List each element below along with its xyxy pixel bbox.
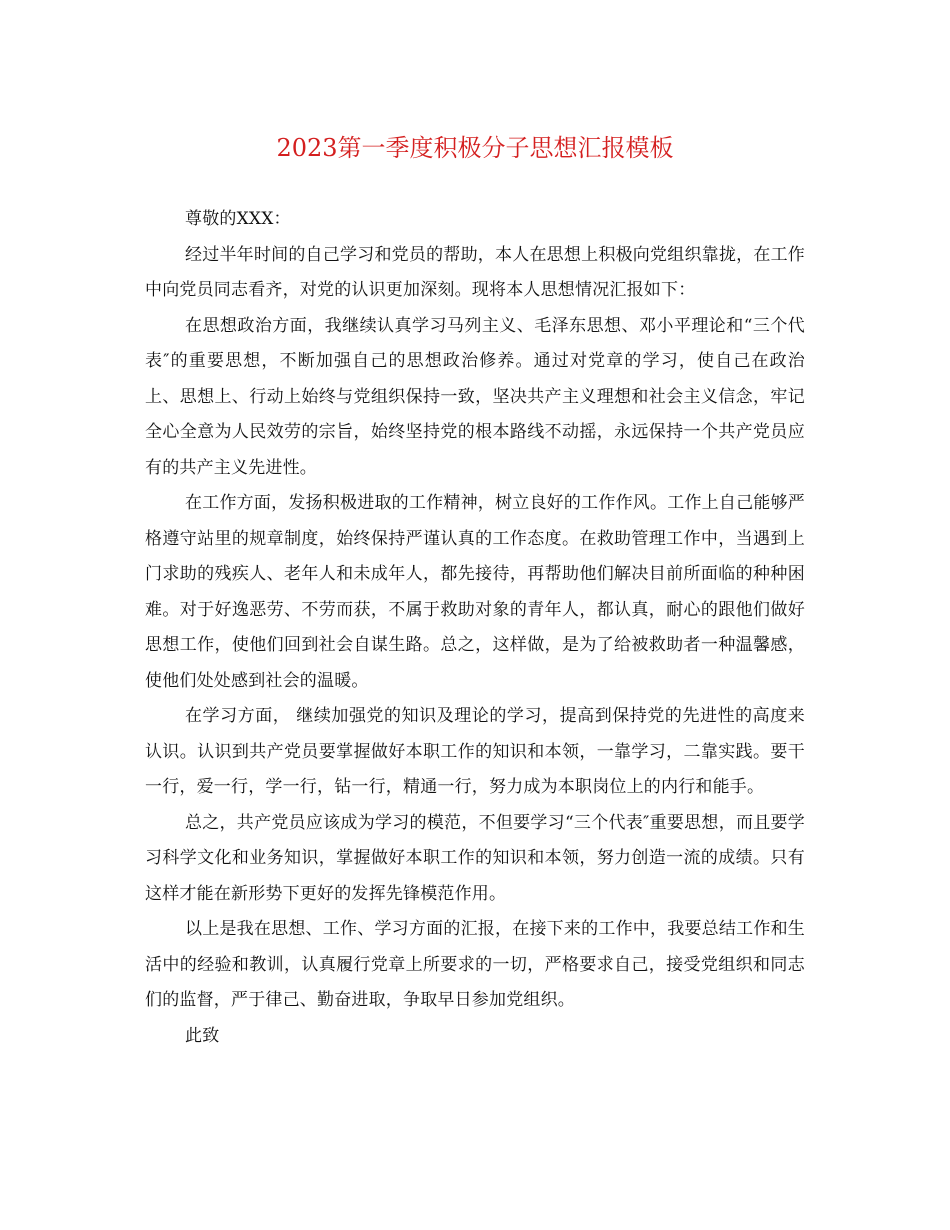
paragraph-conclusion: 以上是我在思想、工作、学习方面的汇报，在接下来的工作中，我要总结工作和生活中的经验和教训，认真履行党章上所要求的一切，严格要求自己，接受党组织和同志们的监督，严于律己、勤奋进取，争取早日参加党组织。 xyxy=(145,919,805,1010)
document-title: 2023第一季度积极分子思想汇报模板 xyxy=(276,134,674,162)
paragraph-study: 在学习方面， 继续加强党的知识及理论的学习，提高到保持党的先进性的高度来认识。认识到共产党员要掌握做好本职工作的知识和本领，一靠学习，二靠实践。要干一行，爱一行，学一行，钻一行，精通一行，努力成为本职岗位上的内行和能手。 xyxy=(145,706,805,797)
paragraph-summary: 总之，共产党员应该成为学习的模范，不但要学习“三个代表″重要思想，而且要学习科学文化和业务知识，掌握做好本职工作的知识和本领，努力创造一流的成绩。只有这样才能在新形势下更好的发挥先锋模范作用。 xyxy=(145,812,805,904)
paragraph-politics: 在思想政治方面，我继续认真学习马列主义、毛泽东思想、邓小平理论和“三个代表″的重要思想，不断加强自己的思想政治修养。通过对党章的学习，使自己在政治上、思想上、行动上始终与党组织保持一致，坚决共产主义理想和社会主义信念，牢记全心全意为人民效劳的宗旨，始终坚持党的根本路线不动摇，永远保持一个共产党员应有的共产主义先进性。 xyxy=(145,315,805,478)
paragraph-work: 在工作方面，发扬积极进取的工作精神，树立良好的工作作风。工作上自己能够严格遵守站里的规章制度，始终保持严谨认真的工作态度。在救助管理工作中，当遇到上门求助的残疾人、老年人和未成年人，都先接待，再帮助他们解决目前所面临的种种困难。对于好逸恶劳、不劳而获，不属于救助对象的青年人，都认真，耐心的跟他们做好思想工作，使他们回到社会自谋生路。总之，这样做，是为了给被救助者一种温馨感，使他们处处感到社会的温暖。 xyxy=(145,493,805,691)
document-body xyxy=(145,202,805,1054)
closing-line: 此致 xyxy=(185,1025,220,1046)
greeting-line: 尊敬的XXX： xyxy=(185,209,291,229)
paragraph-intro: 经过半年时间的自己学习和党员的帮助，本人在思想上积极向党组织靠拢，在工作中向党员同志看齐，对党的认识更加深刻。现将本人思想情况汇报如下： xyxy=(145,244,805,300)
